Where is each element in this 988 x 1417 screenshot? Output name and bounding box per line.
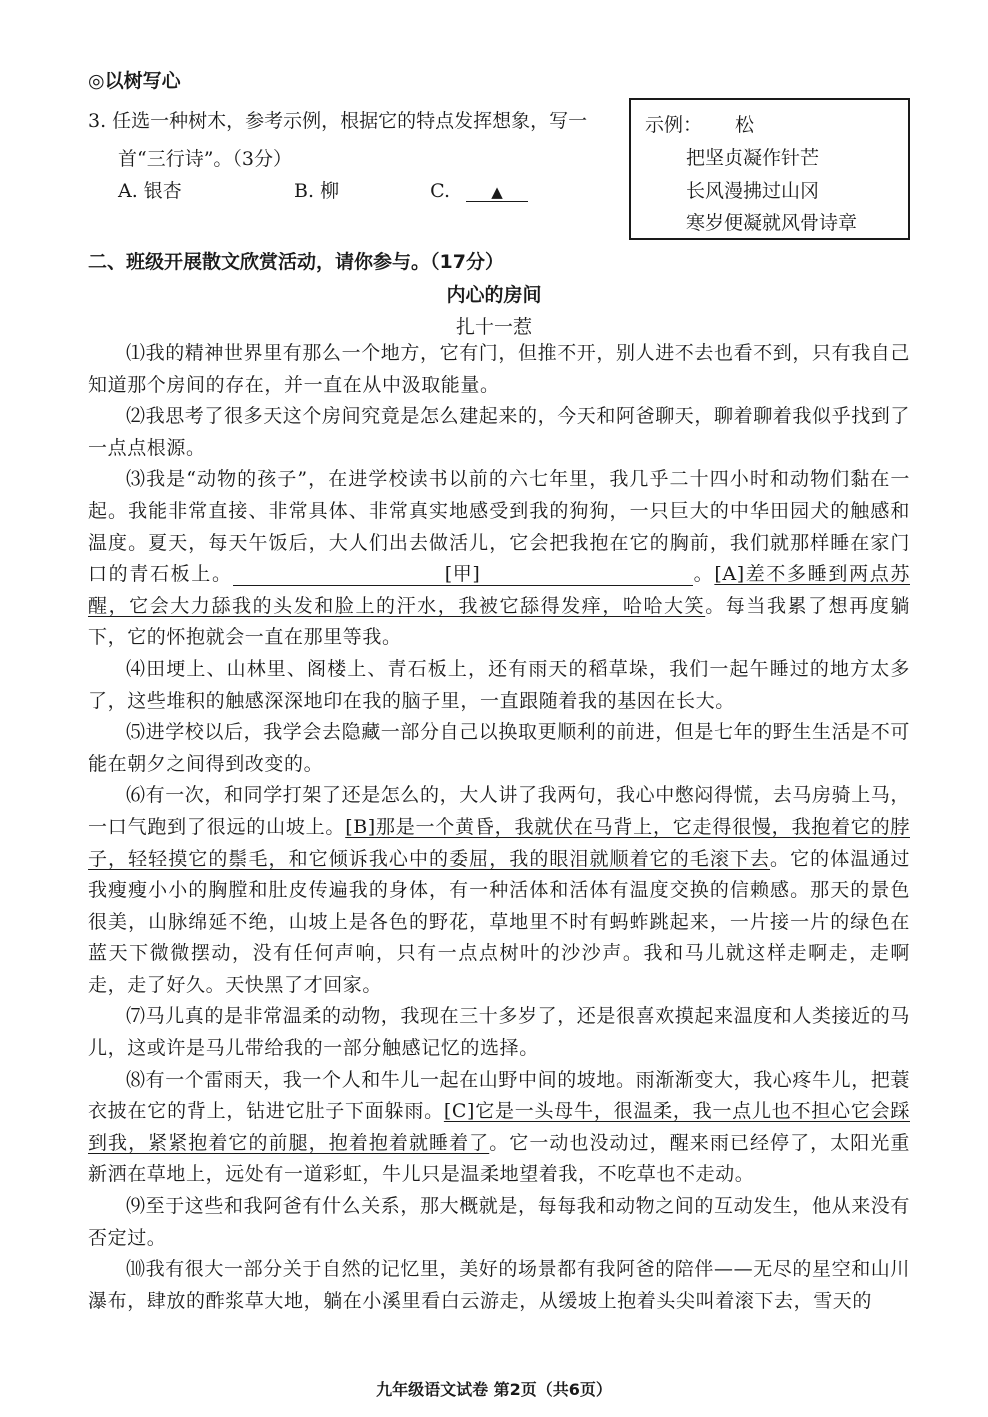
example-title: 示例： bbox=[645, 114, 703, 136]
underlined-sentence-c: [C]它是一头母牛，很温柔，我一点儿也不担心它会踩到我，紧紧抱着它的前腿，抱着抱着就睡着了 bbox=[88, 1100, 910, 1154]
underlined-sentence-b: [B]那是一个黄昏，我就伏在马背上，它走得很慢，我抱着它的脖子，轻轻摸它的鬃毛，和它倾诉我心中的委屈，我的眼泪就顺着它的毛滚下去 bbox=[88, 815, 910, 870]
question-3-line-1: 3. 任选一种树木，参考示例，根据它的特点发挥想象，写一 bbox=[88, 110, 588, 132]
paragraph-8 bbox=[88, 1065, 910, 1191]
paragraph-8-text: ⑻有一个雷雨天，我一个人和牛儿一起在山野中间的坡地。雨渐渐变大，我心疼牛儿，把蓑衣披在它的背上，钻进它肚子下面躲雨。 bbox=[88, 1068, 911, 1123]
fill-blank-jia: [甲] bbox=[233, 563, 693, 586]
part-2-heading: 二、班级开展散文欣赏活动，请你参与。（17分） bbox=[88, 251, 504, 273]
paragraph-2: ⑵我思考了很多天这个房间究竟是怎么建起来的，今天和阿爸聊天，聊着聊着我似乎找到了一点点根源。 bbox=[88, 405, 911, 459]
example-box bbox=[629, 98, 910, 240]
article-body bbox=[88, 338, 910, 1317]
underlined-sentence-a: [A]差不多睡到两点苏醒，它会大力舔我的头发和脸上的汗水，我被它舔得发痒，哈哈大笑 bbox=[88, 563, 910, 617]
option-c: C. bbox=[430, 180, 450, 202]
question-3 bbox=[88, 102, 618, 178]
example-line: 长风漫拂过山冈 bbox=[686, 180, 820, 202]
paragraph-3-period: 。 bbox=[692, 563, 715, 586]
option-b: B. 柳 bbox=[294, 180, 340, 202]
paragraph-6 bbox=[88, 780, 910, 1001]
example-line: 寒岁便凝就风骨诗章 bbox=[686, 212, 858, 234]
question-3-options bbox=[118, 176, 528, 203]
paragraph-6-text: ⑹有一次，和同学打架了还是怎么的，大人讲了我两句，我心中憋闷得慌，去马房骑上马，一口气跑到了很远的山坡上。 bbox=[88, 784, 911, 838]
example-line: 把坚贞凝作针芒 bbox=[686, 147, 820, 169]
answer-blank: ▲ bbox=[466, 183, 528, 202]
paragraph-3-tail: 。每当我累了想再度躺下，它的怀抱就会一直在那里等我。 bbox=[88, 594, 910, 649]
paragraph-3-text: ⑶我是“动物的孩子”，在进学校读书以前的六七年里，我几乎二十四小时和动物们黏在一起。我能非常直接、非常具体、非常真实地感受到我的狗狗，一只巨大的中华田园犬的触感和温度。夏天，每天午饭后，大人们出去做活儿，它会把我抱在它的胸前，我们就那样睡在家门口的青石板上。 bbox=[88, 468, 910, 586]
paragraph-8-tail: 。它一动也没动过，醒来雨已经停了，太阳光重新洒在草地上，远处有一道彩虹，牛儿只是温柔地望着我，不吃草也不走动。 bbox=[88, 1131, 910, 1186]
section-heading: ◎以树写心 bbox=[88, 70, 181, 92]
paragraph-10: ⑽我有很大一部分关于自然的记忆里，美好的场景都有我阿爸的陪伴——无尽的星空和山川瀑布，肆放的酢浆草大地，躺在小溪里看白云游走，从缓坡上抱着头尖叫着滚下去，雪天的 bbox=[88, 1258, 911, 1312]
paragraph-5: ⑸进学校以后，我学会去隐藏一部分自己以换取更顺利的前进，但是七年的野生生活是不可能在朝夕之间得到改变的。 bbox=[88, 721, 911, 775]
paragraph-7: ⑺马儿真的是非常温柔的动物，我现在三十多岁了，还是很喜欢摸起来温度和人类接近的马儿，这或许是马儿带给我的一部分触感记忆的选择。 bbox=[88, 1005, 911, 1060]
example-tree: 松 bbox=[735, 114, 755, 136]
paragraph-4: ⑷田埂上、山林里、阁楼上、青石板上，还有雨天的稻草垛，我们一起午睡过的地方太多了，这些堆积的触感深深地印在我的脑子里，一直跟随着我的基因在长大。 bbox=[88, 657, 910, 712]
article-author: 扎十一惹 bbox=[455, 316, 532, 338]
option-a: A. 银杏 bbox=[118, 180, 182, 202]
paragraph-6-tail: 。它的体温通过我瘦瘦小小的胸膛和肚皮传遍我的身体，有一种活体和活体有温度交换的信赖感。那天的景色很美，山脉绵延不绝，山坡上是各色的野花，草地里不时有蚂蚱跳起来，一片接一片的绿色在蓝天下微微摆动，没有任何声响，只有一点点树叶的沙沙声。我和马儿就这样走啊走，走啊走，走了好久。天快黑了才回家。 bbox=[88, 847, 911, 996]
paragraph-3 bbox=[88, 464, 910, 654]
question-3-line-2: 首“三行诗”。（3分） bbox=[118, 148, 293, 170]
article-title: 内心的房间 bbox=[446, 284, 542, 306]
page-footer: 九年级语文试卷 第2页（共6页） bbox=[376, 1380, 612, 1399]
paragraph-1: ⑴我的精神世界里有那么一个地方，它有门，但推不开，别人进不去也看不到，只有我自己知道那个房间的存在，并一直在从中汲取能量。 bbox=[88, 342, 911, 396]
paragraph-9: ⑼至于这些和我阿爸有什么关系，那大概就是，每每我和动物之间的互动发生，他从来没有否定过。 bbox=[88, 1195, 911, 1249]
